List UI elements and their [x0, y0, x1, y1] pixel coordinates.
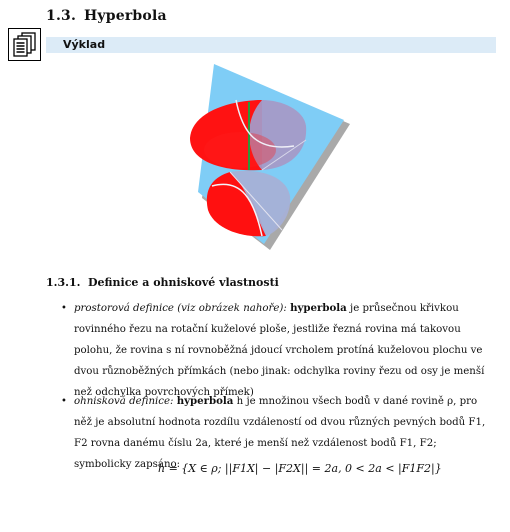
- subsection-number: 1.3.1.: [46, 276, 81, 289]
- list-item: [61, 298, 494, 403]
- section-band: [46, 37, 496, 53]
- definition-term: hyperbola: [290, 302, 347, 314]
- bullet-dot: •: [61, 396, 67, 407]
- subsection-title: Definice a ohniskové vlastnosti: [88, 276, 279, 289]
- definition-lead: prostorová definice (viz obrázek nahoře):: [74, 303, 287, 314]
- definition-text: h je množinou všech bodů v dané rovině ρ, pro něž je absolutní hodnota rozdílu vzdáleností od dvou různých pevných bodů F1, F2 rovna danému číslu 2a, které je menší než vzdálenost bodů F1, F2; symbolicky zapsáno:: [74, 396, 486, 470]
- section-number: 1.3.: [46, 8, 77, 24]
- definition-lead: ohnisková definice:: [74, 396, 174, 407]
- subsection-heading: [46, 276, 279, 289]
- cone-section-figure: [170, 60, 355, 259]
- document-stack-icon: [8, 28, 41, 61]
- definition-term: hyperbola: [176, 395, 234, 407]
- section-heading: [46, 8, 167, 24]
- definition-text: je průsečnou křivkou rovinného řezu na rotační kuželové ploše, jestliže řezná rovina má takovou polohu, že rovina s ní rovnoběžná jdoucí vrcholem protíná kuželovou plochu ve dvou různoběžných přímkách (nebo jinak: odchylka roviny řezu od osy je menší než odchylka povrchových přímek): [74, 303, 485, 398]
- section-title: Hyperbola: [84, 8, 167, 24]
- bullet-dot: •: [61, 303, 67, 314]
- formula: h = {X ∈ ρ; ||F1X| − |F2X|| = 2a, 0 < 2a < |F1F2|}: [158, 462, 442, 475]
- band-label: Výklad: [63, 38, 106, 51]
